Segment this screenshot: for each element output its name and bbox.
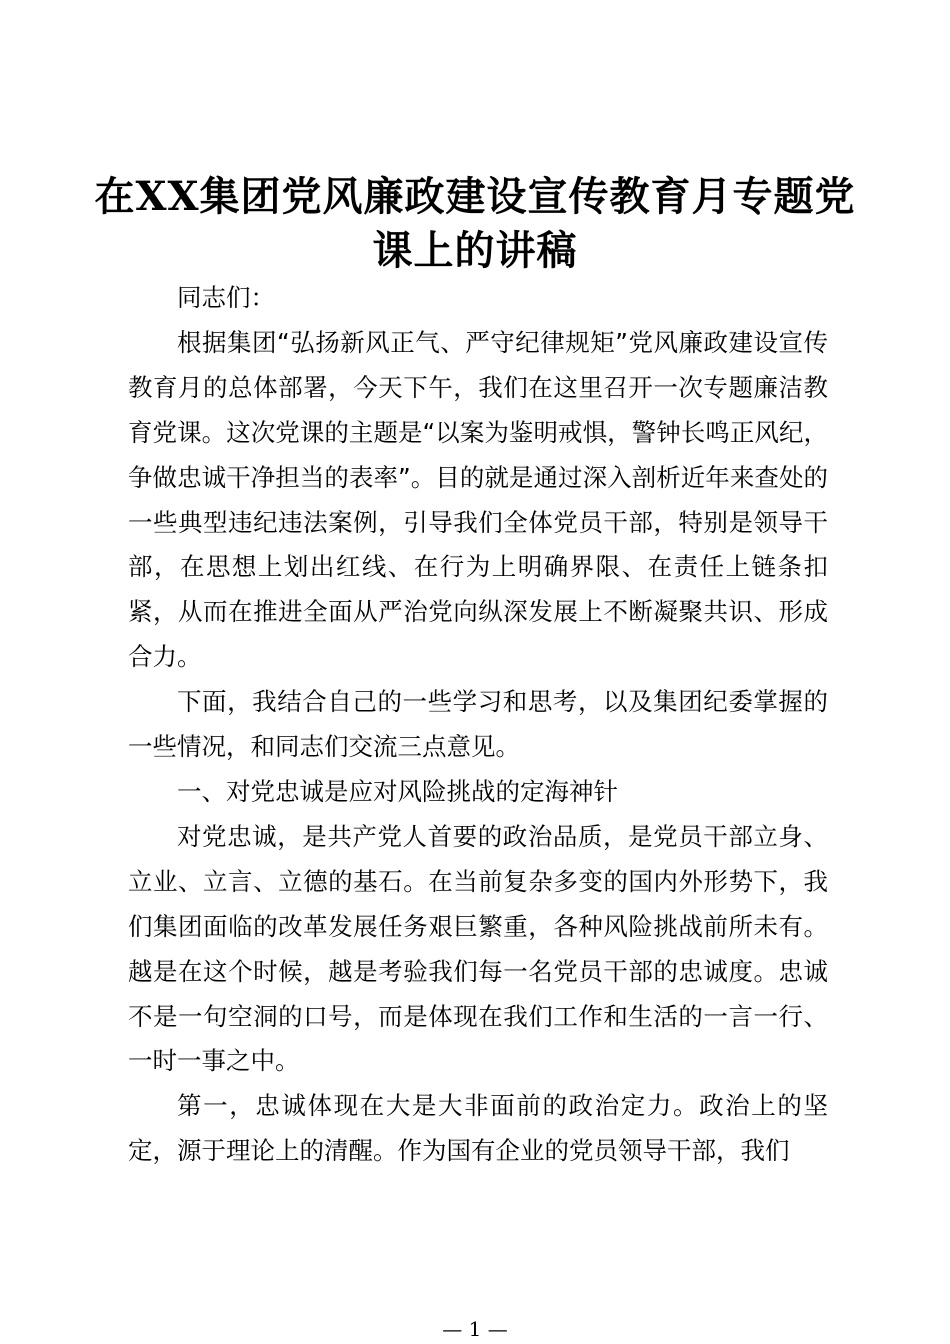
document-body bbox=[128, 276, 828, 1174]
salutation-paragraph: 同志们： bbox=[177, 283, 275, 312]
body-paragraph: 对党忠诚，是共产党人首要的政治品质，是党员干部立身、立业、立言、立德的基石。在当前复杂多变的国内外形势下，我们集团面临的改革发展任务艰巨繁重，各种风险挑战前所未有。越是在这个时候，越是考验我们每一名党员干部的忠诚度。忠诚不是一句空洞的口号，而是体现在我们工作和生活的一言一行、一时一事之中。 bbox=[128, 821, 828, 1076]
page-number: — 1 — bbox=[442, 1317, 508, 1341]
section-heading: 一、对党忠诚是应对风险挑战的定海神针 bbox=[177, 776, 618, 806]
body-paragraph: 第一，忠诚体现在大是大非面前的政治定力。政治上的坚定，源于理论上的清醒。作为国有企业的党员领导干部，我们 bbox=[128, 1091, 828, 1166]
body-paragraph: 下面，我结合自己的一些学习和思考，以及集团纪委掌握的一些情况，和同志们交流三点意见。 bbox=[128, 687, 828, 762]
body-paragraph: 根据集团“弘扬新风正气、严守纪律规矩”党风廉政建设宣传教育月的总体部署，今天下午，我们在这里召开一次专题廉洁教育党课。这次党课的主题是“以案为鉴明戒惧，警钟长鸣正风纪，争做忠诚干净担当的表率”。目的就是通过深入剖析近年来查处的一些典型违纪违法案例，引导我们全体党员干部，特别是领导干部，在思想上划出红线、在行为上明确界限、在责任上链条扣紧，从而在推进全面从严治党向纵深发展上不断凝聚共识、形成合力。 bbox=[128, 327, 828, 672]
document-title: 在XX集团党风廉政建设宣传教育月专题党课上的讲稿 bbox=[94, 173, 856, 274]
